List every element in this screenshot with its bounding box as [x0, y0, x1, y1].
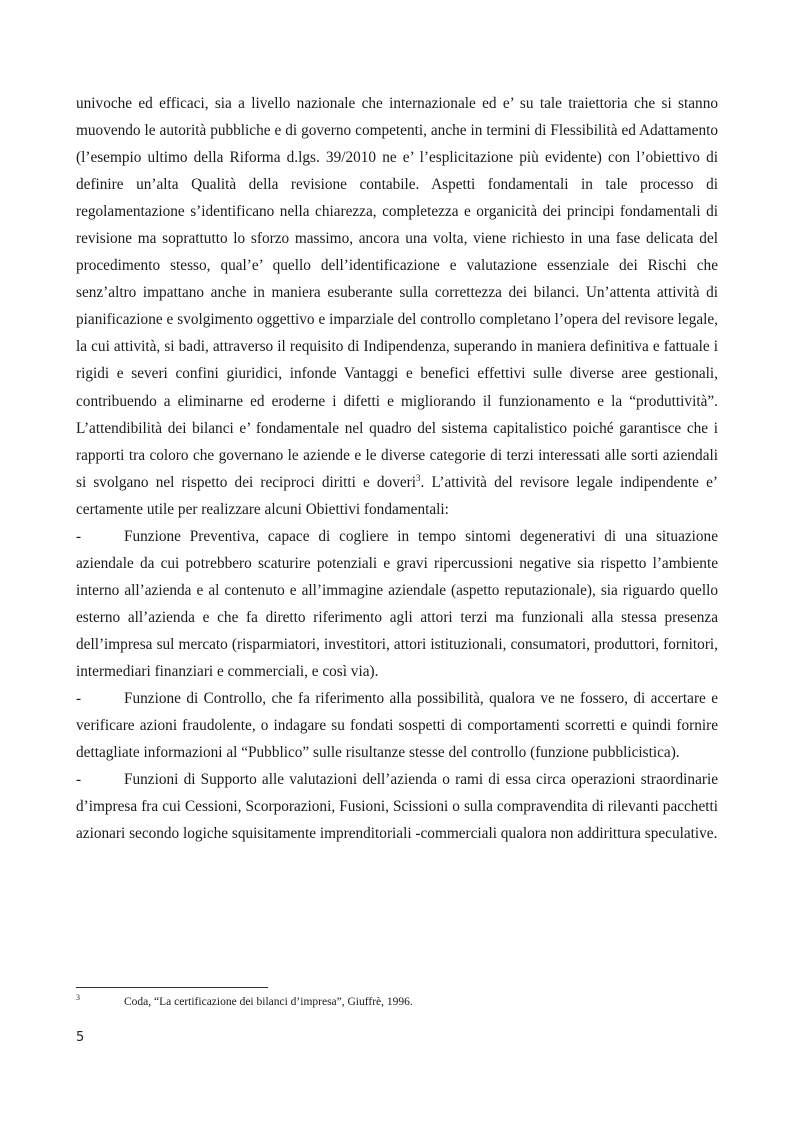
- footnote-separator: [76, 987, 268, 988]
- list-bullet: -: [76, 690, 82, 708]
- footnote: 3 Coda, “La certificazione dei bilanci d’impresa”, Giuffrè, 1996.: [76, 993, 413, 1008]
- list-bullet: -: [76, 527, 82, 545]
- list-item: [76, 685, 718, 766]
- body-text: univoche ed efficaci, sia a livello nazionale che internazionale ed e’ su tale traiettoria che si stanno muovendo le autorità pubbliche e di governo competenti, anche in termini di Flessibilità ed Adattamento (l’esempio ultimo della Riforma d.lgs. 39/2010 ne e’ l’esplicitazione più evidente) con l’obiettivo di definire un’alta Qualità della revisione contabile. Aspetti fondamentali in tale processo di regolamentazione s’identificano nella chiarezza, completezza e organicità dei principi fondamentali di revisione ma soprattutto lo sforzo massimo, ancora una volta, viene richiesto in una fase delicata del procedimento stesso, qual’e’ quello dell’identificazione e valutazione essenziale dei Rischi che senz’altro impattano anche in maniera esuberante sulla correttezza dei bilanci. Un’attenta attività di pianificazione e svolgimento oggettivo e imparziale del controllo completano l’opera del revisore legale, la cui attività, si badi, attraverso il requisito di Indipendenza, superando in maniera definitiva e fattuale i rigidi e severi confini giuridici, infonde Vantaggi e benefici effettivi sulle diverse aree gestionali, contribuendo a eliminarne ed eroderne i difetti e migliorando il funzionamento e la “produttività”. L’attendibilità dei bilanci e’ fondamentale nel quadro del sistema capitalistico poiché garantisce che i rapporti tra coloro che governano le aziende e le diverse categorie di terzi interessati alle sorti aziendali si svolgano nel rispetto dei reciproci diritti e doveri: [76, 95, 718, 491]
- footnote-reference: 3: [415, 472, 421, 483]
- list-item-text: Funzioni di Supporto alle valutazioni dell’azienda o rami di essa circa operazioni straordinarie d’impresa fra cui Cessioni, Scorporazioni, Fusioni, Scissioni o sulla compravendita di rilevanti pacchetti azionari secondo logiche squisitamente imprenditoriali -commerciali qualora non addirittura speculative.: [76, 771, 718, 843]
- page-number: 5: [76, 1030, 85, 1045]
- list-item-text: Funzione di Controllo, che fa riferimento alla possibilità, qualora ve ne fossero, di accertare e verificare azioni fraudolente, o indagare su fondati sospetti di comportamenti scorretti e quindi fornire dettagliate informazioni al “Pubblico” sulle risultanze stesse del controllo (funzione pubblicistica).: [76, 690, 718, 762]
- body-paragraph: [76, 90, 718, 523]
- list-bullet: -: [76, 771, 82, 789]
- list-item: [76, 523, 718, 685]
- footnote-text: Coda, “La certificazione dei bilanci d’impresa”, Giuffrè, 1996.: [124, 996, 413, 1008]
- body-text-continued: . L’attività del revisore legale indipendente e’ certamente utile per realizzare alcuni Obiettivi fondamentali:: [76, 473, 718, 518]
- document-body: [76, 90, 718, 847]
- list-item: [76, 766, 718, 847]
- list-item-text: Funzione Preventiva, capace di cogliere in tempo sintomi degenerativi di una situazione aziendale da cui potrebbero scaturire potenziali e gravi ripercussioni negative sia rispetto l’ambiente interno all’azienda e al contenuto e all’immagine aziendale (aspetto reputazionale), sia riguardo quello esterno all’azienda e che fa diretto riferimento agli attori terzi ma funzionali alla stessa presenza dell’impresa sul mercato (risparmiatori, investitori, attori istituzionali, consumatori, produttori, fornitori, intermediari finanziari e commerciali, e così via).: [76, 527, 718, 680]
